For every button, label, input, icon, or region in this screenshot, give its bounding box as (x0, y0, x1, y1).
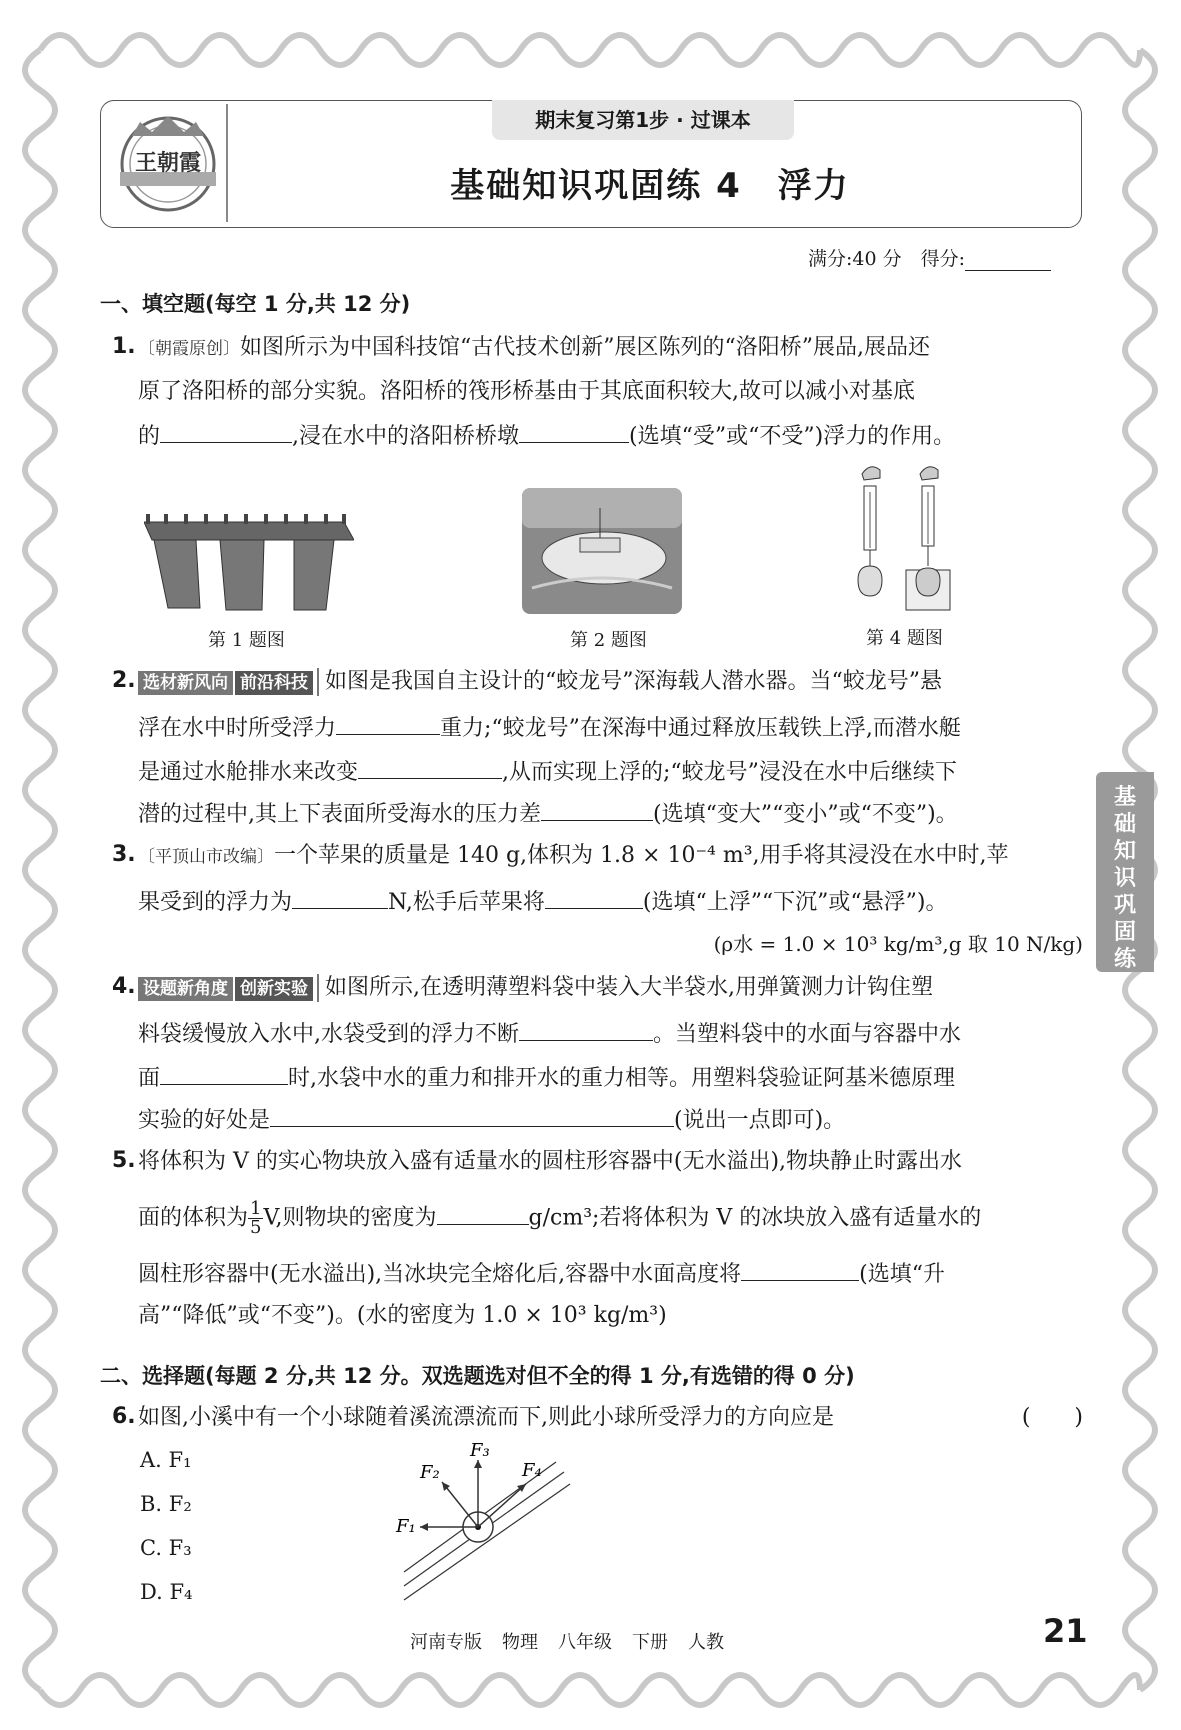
q4-tag-1: 设题新角度 (138, 977, 233, 1001)
q6-option-d[interactable]: D. F₄ (140, 1580, 193, 1604)
q4-blank-1[interactable] (519, 1018, 653, 1041)
logo-divider (226, 104, 228, 222)
q1-blank-1[interactable] (160, 420, 292, 443)
q2-text-3a: 是通过水舱排水来改变 (138, 760, 359, 785)
q4-blank-3[interactable] (270, 1104, 674, 1127)
q4-line-3 (138, 1062, 1083, 1093)
q4-line-1 (138, 974, 1083, 1002)
figure-1-caption: 第 1 题图 (208, 630, 285, 651)
figure-2-caption: 第 2 题图 (570, 630, 647, 651)
footer-publisher: 人教 (688, 1632, 724, 1653)
step-tab: 期末复习第1步 · 过课本 (492, 100, 794, 140)
q1-blank-2[interactable] (519, 420, 629, 443)
stream-force-diagram (390, 1440, 590, 1610)
q5-text-2c: g/cm³;若将体积为 V 的冰块放入盛有适量水的 (528, 1205, 982, 1231)
q5-line-1: 将体积为 V 的实心物块放入盛有适量水的圆柱形容器中(无水溢出),物块静止时露出水 (138, 1149, 963, 1174)
q6-line-1: 如图,小溪中有一个小球随着溪流漂流而下,则此小球所受浮力的方向应是 (138, 1405, 834, 1430)
label-f3: F₃ (470, 1440, 490, 1461)
q5-line-3 (138, 1258, 1083, 1289)
q3-line-2 (138, 886, 1083, 917)
q2-tag-2: 前沿科技 (235, 671, 313, 695)
q2-line-3 (138, 756, 1083, 787)
q1-number: 1. (112, 334, 136, 359)
q2-line-1 (138, 668, 1083, 696)
label-f4: F₄ (522, 1460, 542, 1481)
q4-blank-2[interactable] (160, 1062, 288, 1085)
q2-text-3b: ,从而实现上浮的;“蛟龙号”浸没在水中后继续下 (502, 760, 957, 785)
q5-blank-1[interactable] (437, 1202, 529, 1225)
q3-line-3: (ρ水 = 1.0 × 10³ kg/m³,g 取 10 N/kg) (713, 932, 1083, 956)
label-f2: F₂ (420, 1462, 440, 1483)
q6-option-a[interactable]: A. F₁ (140, 1448, 192, 1472)
score-line (808, 244, 1051, 271)
q1-text-1: 如图所示为中国科技馆“古代技术创新”展区陈列的“洛阳桥”展品,展品还 (240, 335, 930, 360)
footer-subject: 物理 (502, 1632, 538, 1653)
q4-text-1: 如图所示,在透明薄塑料袋中装入大半袋水,用弹簧测力计钩住塑 (325, 975, 933, 1000)
page-number: 21 (1043, 1612, 1088, 1650)
q2-blank-3[interactable] (541, 798, 653, 821)
q1-text-3b: ,浸在水中的洛阳桥桥墩 (292, 424, 520, 449)
q2-text-4a: 潜的过程中,其上下表面所受海水的压力差 (138, 802, 541, 827)
q6-number: 6. (112, 1404, 136, 1429)
q3-text-1: 一个苹果的质量是 140 g,体积为 1.8 × 10⁻⁴ m³,用手将其浸没在水中时,苹 (274, 843, 1009, 868)
q2-line-4 (138, 798, 1083, 829)
q6-option-c[interactable]: C. F₃ (140, 1536, 192, 1560)
q5-line-2 (138, 1200, 1083, 1237)
q1-line-2: 原了洛阳桥的部分实貌。洛阳桥的筏形桥基由于其底面积较大,故可以减小对基底 (138, 379, 915, 404)
bridge-figure (144, 512, 354, 614)
q2-tags (138, 668, 319, 696)
q4-line-2 (138, 1018, 1083, 1049)
q2-line-2 (138, 712, 1083, 743)
q4-number: 4. (112, 974, 136, 999)
figure-4-caption: 第 4 题图 (866, 628, 943, 649)
q4-text-2b: 。当塑料袋中的水面与容器中水 (653, 1022, 962, 1047)
svg-text:王朝霞: 王朝霞 (134, 150, 202, 176)
footer-region: 河南专版 (410, 1632, 482, 1653)
q5-fraction (248, 1200, 263, 1237)
q5-text-3b: (选填“升 (859, 1262, 945, 1287)
q1-source: 〔朝霞原创〕 (138, 339, 240, 359)
brand-logo (112, 108, 224, 220)
q3-blank-1[interactable] (292, 886, 388, 909)
page-title: 基础知识巩固练 4 浮力 (450, 166, 850, 206)
q1-line-1 (138, 334, 1083, 363)
q3-line-1 (138, 842, 1083, 871)
q5-blank-2[interactable] (741, 1258, 859, 1281)
q2-blank-2[interactable] (358, 756, 502, 779)
q4-text-4a: 实验的好处是 (138, 1108, 271, 1133)
submersible-figure (522, 488, 682, 614)
label-f1: F₁ (396, 1516, 416, 1537)
footer (410, 1628, 744, 1654)
side-tab-label: 基础知识巩固练 (1113, 785, 1136, 972)
q5-text-3a: 圆柱形容器中(无水溢出),当冰块完全熔化后,容器中水面高度将 (138, 1262, 742, 1287)
q1-line-3 (138, 420, 1083, 451)
q5-line-4: 高”“降低”或“不变”)。(水的密度为 1.0 × 10³ kg/m³) (138, 1303, 667, 1328)
q2-blank-1[interactable] (336, 712, 440, 735)
q4-tag-2: 创新实验 (235, 977, 313, 1001)
q2-text-4b: (选填“变大”“变小”或“不变”)。 (653, 802, 958, 827)
q2-number: 2. (112, 668, 136, 693)
section-2-heading: 二、选择题(每题 2 分,共 12 分。双选题选对但不全的得 1 分,有选错的得 0 分) (100, 1364, 855, 1388)
q5-text-2b: V,则物块的密度为 (263, 1205, 437, 1231)
footer-term: 下册 (632, 1632, 668, 1653)
q4-tags (138, 974, 319, 1002)
q3-blank-2[interactable] (545, 886, 643, 909)
q1-text-3c: (选填“受”或“不受”)浮力的作用。 (629, 424, 956, 449)
q1-text-3a: 的 (138, 424, 161, 449)
footer-grade: 八年级 (558, 1632, 612, 1653)
q6-option-b[interactable]: B. F₂ (140, 1492, 192, 1516)
section-1-heading: 一、填空题(每空 1 分,共 12 分) (100, 292, 411, 316)
q5-fraction-numerator: 1 (250, 1198, 262, 1219)
q3-number: 3. (112, 842, 136, 867)
q3-text-2b: N,松手后苹果将 (388, 890, 545, 915)
q3-source: 〔平顶山市改编〕 (138, 847, 274, 867)
q3-text-2c: (选填“上浮”“下沉”或“悬浮”)。 (642, 890, 948, 915)
q5-number: 5. (112, 1148, 136, 1173)
q4-text-4b: (说出一点即可)。 (674, 1108, 846, 1133)
q2-tag-1: 选材新风向 (138, 671, 233, 695)
q6-answer-paren[interactable]: ( ) (1021, 1405, 1083, 1430)
q4-line-4 (138, 1104, 1083, 1135)
side-section-tab (1096, 772, 1154, 972)
q3-text-2a: 果受到的浮力为 (138, 890, 293, 915)
q2-text-1: 如图是我国自主设计的“蛟龙号”深海载人潜水器。当“蛟龙号”悬 (325, 669, 942, 694)
q4-text-2a: 料袋缓慢放入水中,水袋受到的浮力不断 (138, 1022, 519, 1047)
q5-fraction-denominator: 5 (250, 1217, 262, 1238)
q4-text-3b: 时,水袋中水的重力和排开水的重力相等。用塑料袋验证阿基米德原理 (288, 1066, 956, 1091)
score-blank[interactable] (965, 252, 1051, 271)
score-label: 满分:40 分 得分: (808, 248, 966, 270)
q5-text-2a: 面的体积为 (138, 1205, 249, 1231)
spring-scale-figure (850, 462, 960, 614)
q4-text-3a: 面 (138, 1066, 161, 1091)
q2-text-2a: 浮在水中时所受浮力 (138, 716, 337, 741)
q2-text-2b: 重力;“蛟龙号”在深海中通过释放压载铁上浮,而潜水艇 (440, 716, 961, 741)
